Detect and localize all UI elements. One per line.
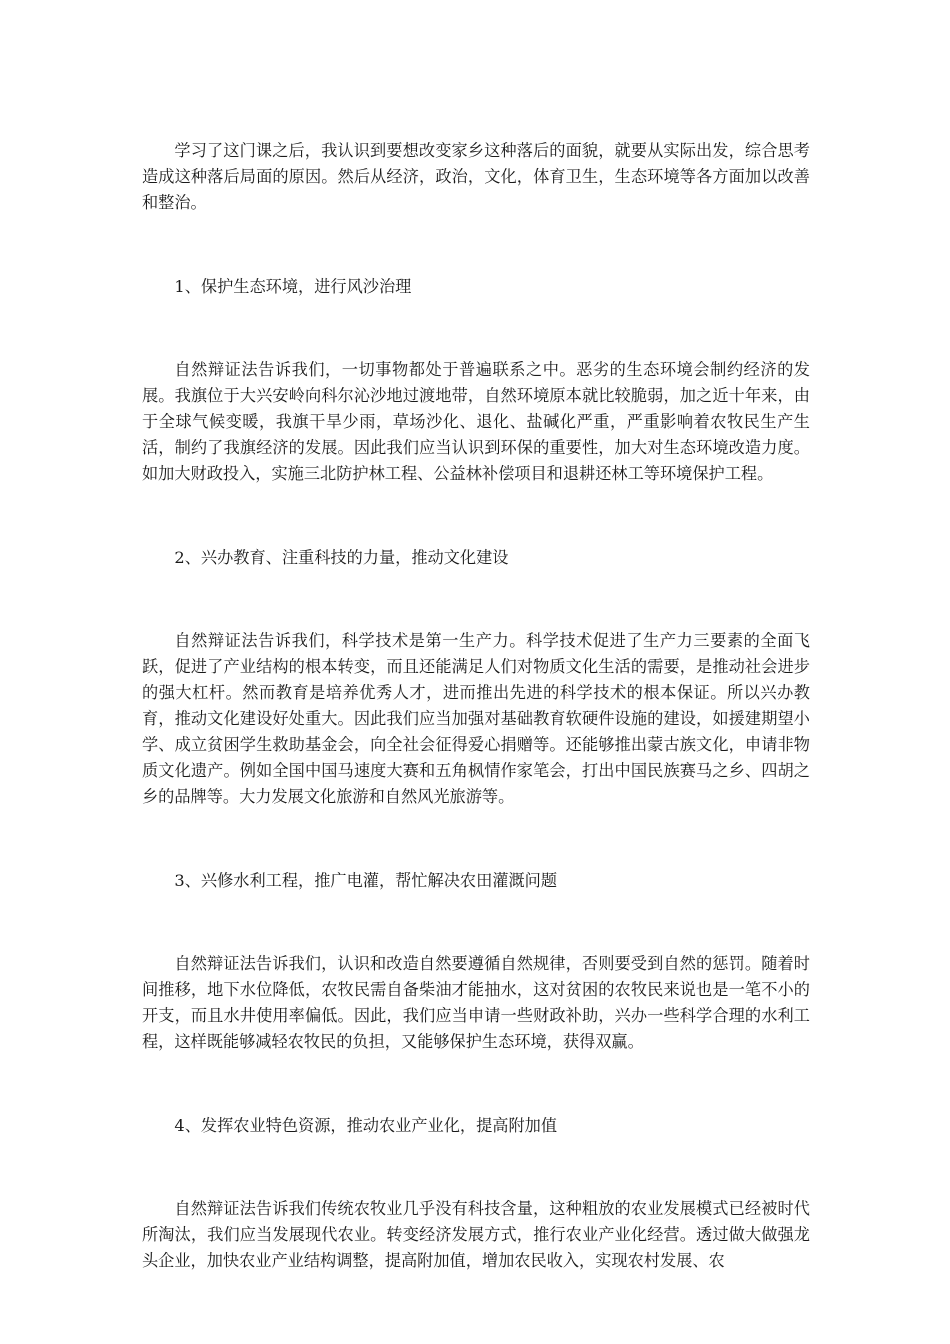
section-2-heading: 2、兴办教育、注重科技的力量，推动文化建设 bbox=[174, 548, 509, 567]
intro-paragraph: 学习了这门课之后，我认识到要想改变家乡这种落后的面貌，就要从实际出发，综合思考造成这种落后局面的原因。然后从经济，政治，文化，体育卫生，生态环境等各方面加以改善和整治。 bbox=[142, 141, 810, 212]
section-4-heading: 4、发挥农业特色资源，推动农业产业化，提高附加值 bbox=[174, 1116, 558, 1135]
section-1-body: 自然辩证法告诉我们，一切事物都处于普遍联系之中。恶劣的生态环境会制约经济的发展。我旗位于大兴安岭向科尔沁沙地过渡地带，自然环境原本就比较脆弱，加之近十年来，由于全球气候变暖，我旗干旱少雨，草场沙化、退化、盐碱化严重，严重影响着农牧民生产生活，制约了我旗经济的发展。因此我们应当认识到环保的重要性，加大对生态环境改造力度。如加大财政投入，实施三北防护林工程、公益林补偿项目和退耕还林工等环境保护工程。 bbox=[142, 360, 810, 483]
section-3-heading: 3、兴修水利工程，推广电灌，帮忙解决农田灌溉问题 bbox=[174, 871, 558, 890]
document-body bbox=[142, 138, 810, 1274]
section-4-body: 自然辩证法告诉我们传统农牧业几乎没有科技含量，这种粗放的农业发展模式已经被时代所淘汰，我们应当发展现代农业。转变经济发展方式，推行农业产业化经营。透过做大做强龙头企业，加快农业产业结构调整，提高附加值，增加农民收入，实现农村发展、农 bbox=[142, 1199, 810, 1270]
section-2-body: 自然辩证法告诉我们，科学技术是第一生产力。科学技术促进了生产力三要素的全面飞跃，促进了产业结构的根本转变，而且还能满足人们对物质文化生活的需要，是推动社会进步的强大杠杆。然而教育是培养优秀人才，进而推出先进的科学技术的根本保证。所以兴办教育，推动文化建设好处重大。因此我们应当加强对基础教育软硬件设施的建设，如援建期望小学、成立贫困学生救助基金会，向全社会征得爱心捐赠等。还能够推出蒙古族文化，申请非物质文化遗产。例如全国中国马速度大赛和五角枫情作家笔会，打出中国民族赛马之乡、四胡之乡的品牌等。大力发展文化旅游和自然风光旅游等。 bbox=[142, 631, 810, 806]
section-1-heading: 1、保护生态环境，进行风沙治理 bbox=[174, 277, 412, 296]
section-3-body: 自然辩证法告诉我们，认识和改造自然要遵循自然规律，否则要受到自然的惩罚。随着时间推移，地下水位降低，农牧民需自备柴油才能抽水，这对贫困的农牧民来说也是一笔不小的开支，而且水井使用率偏低。因此，我们应当申请一些财政补助，兴办一些科学合理的水利工程，这样既能够减轻农牧民的负担，又能够保护生态环境，获得双赢。 bbox=[142, 954, 810, 1051]
